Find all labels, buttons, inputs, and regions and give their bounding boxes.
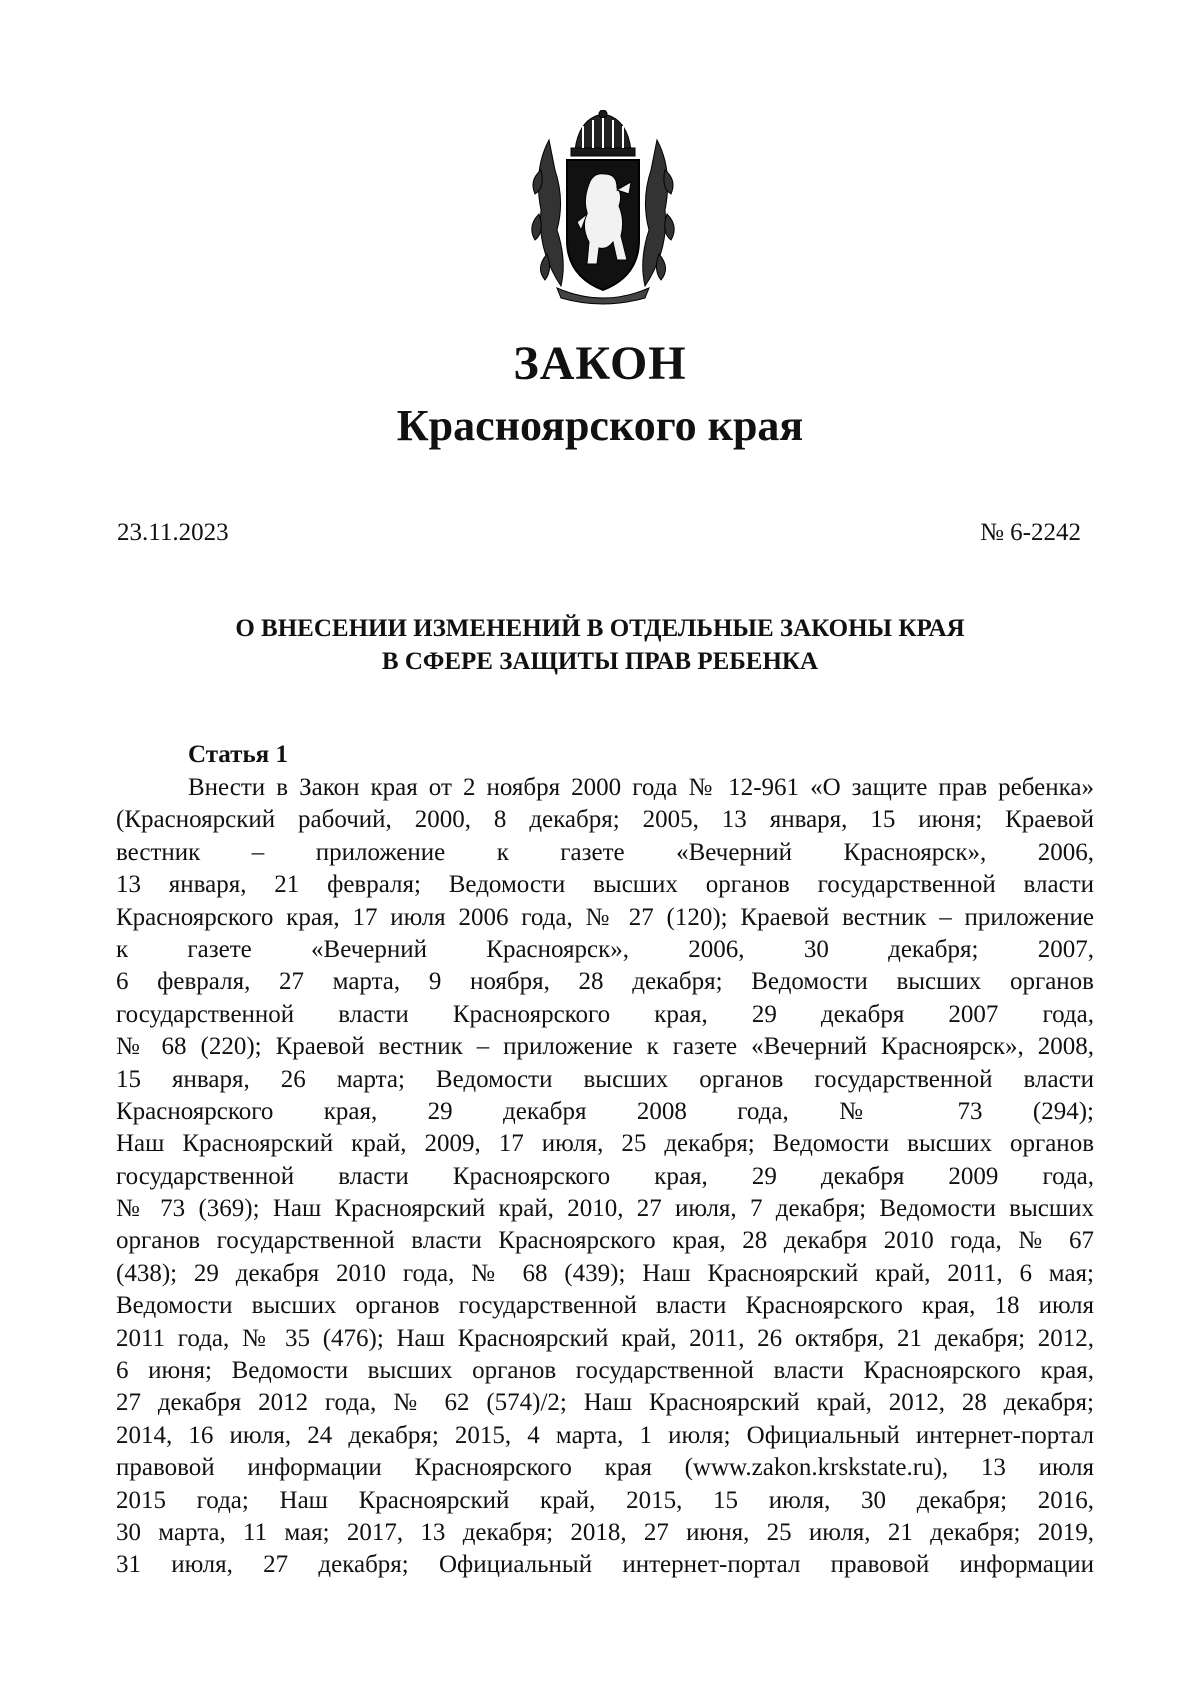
law-title: ЗАКОН <box>513 337 687 390</box>
law-heading-line: В СФЕРЕ ЗАЩИТЫ ПРАВ РЕБЕНКА <box>381 648 819 675</box>
law-heading <box>0 612 1200 678</box>
article-text-line: (Красноярский рабочий, 2000, 8 декабря; 2005, 13 января, 15 июня; Краевой <box>116 806 1094 834</box>
article-text-line: 31 июля, 27 декабря; Официальный интернет-портал правовой информации <box>116 1551 1094 1579</box>
article-text-line: правовой информации Красноярского края (www.zakon.krskstate.ru), 13 июля <box>116 1454 1094 1482</box>
article-text-line: 13 января, 21 февраля; Ведомости высших органов государственной власти <box>116 871 1094 899</box>
article-body <box>116 772 1094 1582</box>
article-text-line: 2014, 16 июля, 24 декабря; 2015, 4 марта, 1 июля; Официальный интернет-портал <box>116 1421 1094 1449</box>
article-text-line: Красноярского края, 29 декабря 2008 года, № 73 (294); <box>116 1097 1094 1125</box>
article-text-line: вестник – приложение к газете «Вечерний Красноярск», 2006, <box>116 838 1094 866</box>
article-text-line: 15 января, 26 марта; Ведомости высших органов государственной власти <box>116 1065 1094 1093</box>
article-text-line: Наш Красноярский край, 2009, 17 июля, 25 декабря; Ведомости высших органов <box>116 1130 1094 1158</box>
article-text-line: 30 марта, 11 мая; 2017, 13 декабря; 2018, 27 июня, 25 июля, 21 декабря; 2019, <box>116 1518 1094 1546</box>
article-text-line: государственной власти Красноярского края, 29 декабря 2009 года, <box>116 1162 1094 1190</box>
law-subtitle: Красноярского края <box>396 401 804 450</box>
article-title: Статья 1 <box>188 741 288 768</box>
article-text-line: (438); 29 декабря 2010 года, № 68 (439); Наш Красноярский край, 2011, 6 мая; <box>116 1259 1094 1287</box>
article-text-line: Красноярского края, 17 июля 2006 года, № 27 (120); Краевой вестник – приложение <box>116 903 1094 931</box>
article-text-line: № 73 (369); Наш Красноярский край, 2010, 27 июля, 7 декабря; Ведомости высших <box>116 1195 1094 1223</box>
law-number: № 6-2242 <box>980 519 1081 546</box>
article-text-line: 2015 года; Наш Красноярский край, 2015, 15 июля, 30 декабря; 2016, <box>116 1486 1094 1514</box>
article-text-line: органов государственной власти Красноярского края, 28 декабря 2010 года, № 67 <box>116 1227 1094 1255</box>
krasnoyarsk-coat-of-arms-icon <box>527 110 679 306</box>
article-text-line: 27 декабря 2012 года, № 62 (574)/2; Наш Красноярский край, 2012, 28 декабря; <box>116 1389 1094 1417</box>
article-text-line: к газете «Вечерний Красноярск», 2006, 30 декабря; 2007, <box>116 935 1094 963</box>
article-text-line: Ведомости высших органов государственной власти Красноярского края, 18 июля <box>116 1292 1094 1320</box>
article-text-line: 6 июня; Ведомости высших органов государственной власти Красноярского края, <box>116 1357 1094 1385</box>
adoption-date: 23.11.2023 <box>117 519 229 546</box>
article-text-line: 6 февраля, 27 марта, 9 ноября, 28 декабря; Ведомости высших органов <box>116 968 1094 996</box>
article-text-line: № 68 (220); Краевой вестник – приложение к газете «Вечерний Красноярск», 2008, <box>116 1033 1094 1061</box>
law-heading-line: О ВНЕСЕНИИ ИЗМЕНЕНИЙ В ОТДЕЛЬНЫЕ ЗАКОНЫ КРАЯ <box>235 615 965 642</box>
article-text-line: государственной власти Красноярского края, 29 декабря 2007 года, <box>116 1000 1094 1028</box>
article-text-line: Внести в Закон края от 2 ноября 2000 года № 12-961 «О защите прав ребенка» <box>188 774 1094 801</box>
article-text-line: 2011 года, № 35 (476); Наш Красноярский край, 2011, 26 октября, 21 декабря; 2012, <box>116 1324 1094 1352</box>
